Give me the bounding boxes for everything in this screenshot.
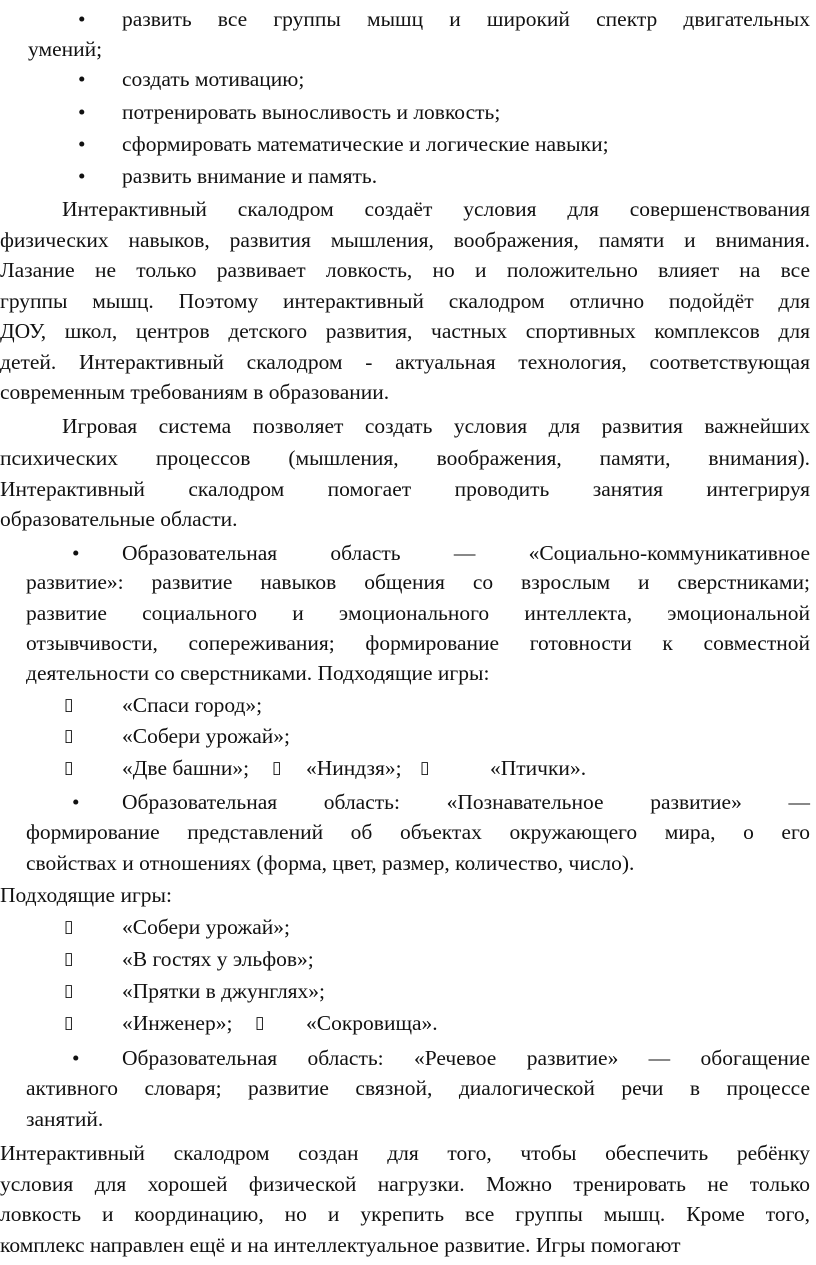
paragraph-1-line: Интерактивный скалодром создаёт условия для совершенствования: [62, 197, 810, 221]
paragraph-1-line: современным требованиям в образовании.: [0, 380, 390, 404]
area-2-line: Образовательная область: «Познавательное развитие» —: [122, 790, 810, 814]
area-3-line: Образовательная область: «Речевое развитие» — обогащение: [122, 1046, 810, 1070]
game-item: «Ниндзя»;: [306, 756, 402, 780]
list-item-2: создать мотивацию;: [122, 67, 305, 91]
game-item: «Инженер»;: [122, 1011, 233, 1035]
list-item-1-line-2: умений;: [28, 37, 103, 61]
game-item: «Прятки в джунглях»;: [122, 979, 326, 1003]
list-item-3: потренировать выносливость и ловкость;: [122, 100, 501, 124]
bullet-marker: •: [78, 164, 86, 188]
paragraph-1-line: Лазание не только развивает ловкость, но и положительно влияет на все: [0, 258, 810, 282]
list-item-4: сформировать математические и логические навыки;: [122, 132, 609, 156]
area-1-line: развитие социального и эмоционального интеллекта, эмоциональной: [26, 601, 810, 625]
paragraph-1-line: группы мышц. Поэтому интерактивный скалодром отлично подойдёт для: [0, 289, 810, 313]
game-item: «Птички».: [490, 756, 587, 780]
paragraph-2-line: психических процессов (мышления, воображения, памяти, внимания).: [0, 446, 810, 470]
area-1-line: развитие»: развитие навыков общения со взрослым и сверстниками;: [26, 570, 810, 594]
game-item: «Собери урожай»;: [122, 724, 291, 748]
paragraph-2-line: Игровая система позволяет создать условия для развития важнейших: [62, 414, 810, 438]
area-1-line: отзывчивости, сопереживания; формирование готовности к совместной: [26, 631, 810, 655]
paragraph-1-line: детей. Интерактивный скалодром - актуальная технология, соответствующая: [0, 350, 810, 374]
paragraph-1-line: ДОУ, школ, центров детского развития, частных спортивных комплексов для: [0, 319, 810, 343]
game-marker-icon: ▯: [64, 981, 74, 1001]
list-item-5: развить внимание и память.: [122, 164, 378, 188]
area-1-line: деятельности со сверстниками. Подходящие игры:: [26, 661, 490, 685]
bullet-marker: •: [78, 7, 86, 31]
paragraph-2-line: Интерактивный скалодром помогает проводить занятия интегрируя: [0, 477, 810, 501]
game-marker-icon: ▯: [64, 917, 74, 937]
game-marker-icon: ▯: [64, 726, 74, 746]
bullet-marker: •: [78, 67, 86, 91]
game-marker-icon: ▯: [64, 758, 74, 778]
paragraph-2-line: образовательные области.: [0, 507, 238, 531]
paragraph-3-line: условия для хорошей физической нагрузки. Можно тренировать не только: [0, 1172, 810, 1196]
bullet-marker: •: [72, 541, 80, 565]
area-3-line: активного словаря; развитие связной, диалогической речи в процессе: [26, 1076, 810, 1100]
game-item: «Две башни»;: [122, 756, 250, 780]
game-marker-icon: ▯: [64, 695, 74, 715]
paragraph-1-line: физических навыков, развития мышления, воображения, памяти и внимания.: [0, 228, 810, 252]
list-item-1-line-1: развить все группы мышц и широкий спектр двигательных: [122, 7, 810, 31]
paragraph-3-line: Интерактивный скалодром создан для того, чтобы обеспечить ребёнку: [0, 1141, 810, 1165]
area-1-line: Образовательная область — «Социально-коммуникативное: [122, 541, 810, 565]
game-marker-icon: ▯: [420, 758, 430, 778]
area-2-line: формирование представлений об объектах окружающего мира, о его: [26, 820, 810, 844]
bullet-marker: •: [72, 790, 80, 814]
bullet-marker: •: [72, 1046, 80, 1070]
game-marker-icon: ▯: [64, 1013, 74, 1033]
game-item: «Собери урожай»;: [122, 915, 291, 939]
paragraph-3-line: комплекс направлен ещё и на интеллектуальное развитие. Игры помогают: [0, 1233, 681, 1257]
game-item: «В гостях у эльфов»;: [122, 947, 314, 971]
bullet-marker: •: [78, 100, 86, 124]
paragraph-3-line: ловкость и координацию, но и укрепить все группы мышц. Кроме того,: [0, 1202, 810, 1226]
game-marker-icon: ▯: [272, 758, 282, 778]
game-item: «Сокровища».: [306, 1011, 438, 1035]
bullet-marker: •: [78, 132, 86, 156]
game-marker-icon: ▯: [64, 949, 74, 969]
game-marker-icon: ▯: [255, 1013, 265, 1033]
game-item: «Спаси город»;: [122, 693, 263, 717]
area-3-line: занятий.: [26, 1107, 104, 1131]
area-2-games-label: Подходящие игры:: [0, 883, 172, 907]
area-2-line: свойствах и отношениях (форма, цвет, размер, количество, число).: [26, 851, 635, 875]
